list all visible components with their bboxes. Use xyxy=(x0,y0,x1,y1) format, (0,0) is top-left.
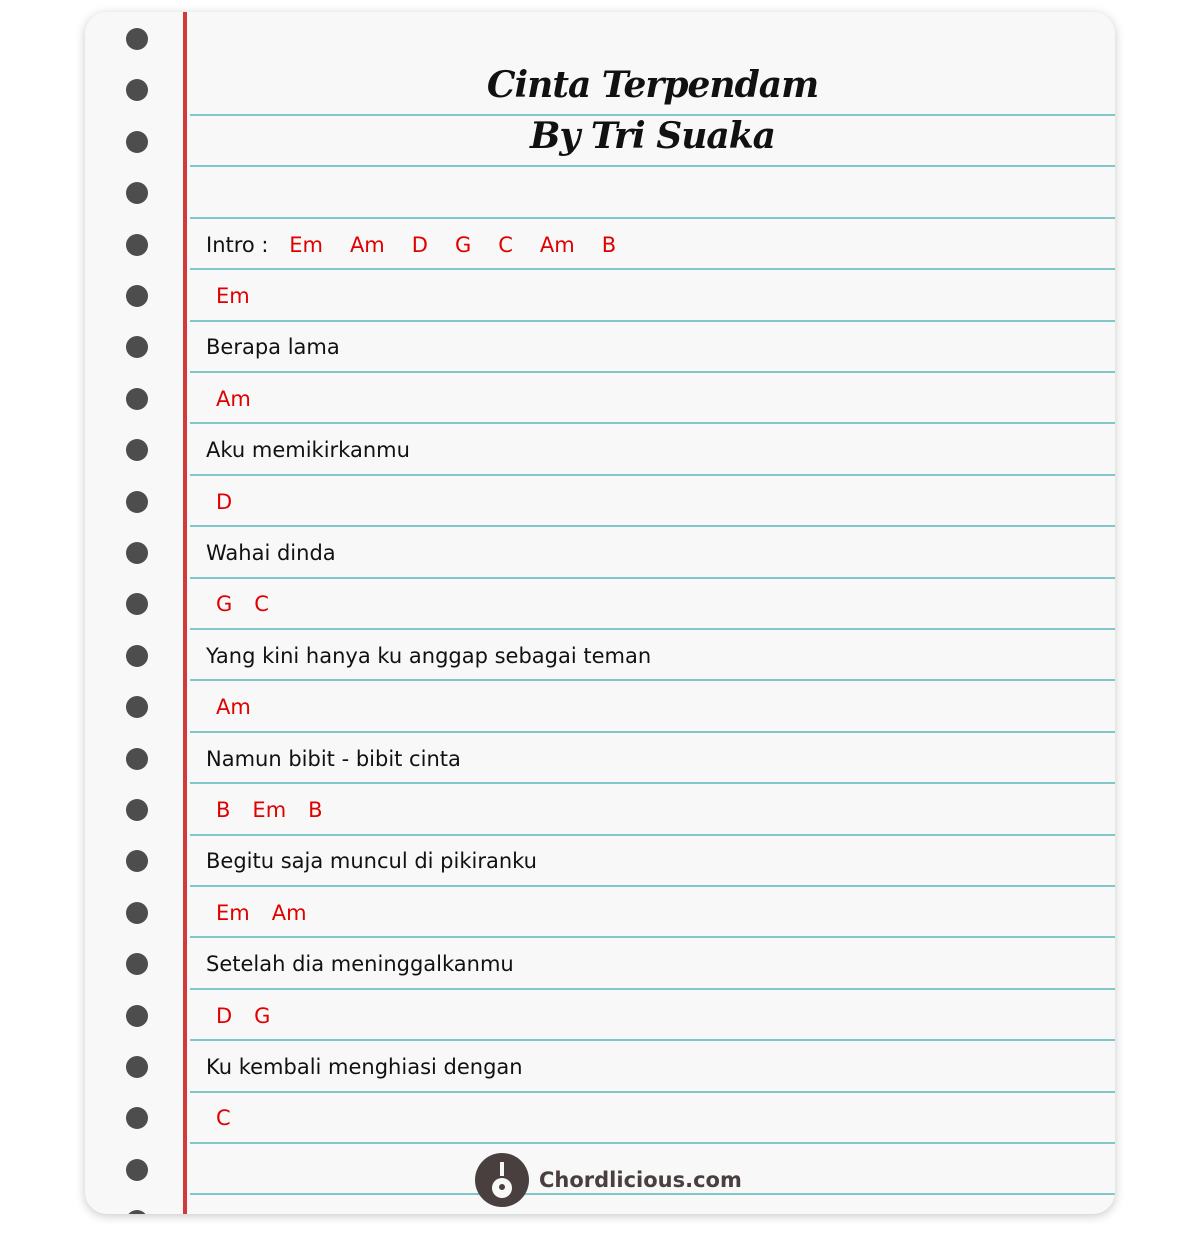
chord: C xyxy=(254,592,269,617)
chord: Em xyxy=(289,233,323,257)
chord-line xyxy=(216,893,329,933)
lyric-line: Begitu saja muncul di pikiranku xyxy=(206,849,537,874)
chord: D xyxy=(216,1003,233,1028)
binder-hole xyxy=(126,1210,148,1214)
ruled-line xyxy=(190,1142,1115,1144)
binder-hole xyxy=(126,696,148,718)
binder-hole xyxy=(126,1159,148,1181)
chord: C xyxy=(216,1106,231,1131)
binder-hole xyxy=(126,953,148,975)
binder-hole xyxy=(126,645,148,667)
chord: Am xyxy=(349,233,385,257)
lyric-line: Namun bibit - bibit cinta xyxy=(206,746,461,771)
binder-hole xyxy=(126,593,148,615)
binder-hole xyxy=(126,799,148,821)
lyric-line: Setelah dia meninggalkanmu xyxy=(206,952,514,977)
chord: D xyxy=(216,489,233,514)
margin-line xyxy=(183,12,187,1214)
binder-hole xyxy=(126,234,148,256)
ruled-line xyxy=(190,577,1115,579)
chord: G xyxy=(216,592,233,617)
chord: C xyxy=(498,233,513,257)
ruled-line xyxy=(190,525,1115,527)
ruled-line xyxy=(190,782,1115,784)
ruled-line xyxy=(190,885,1115,887)
chord-line xyxy=(216,1098,253,1138)
chord-line xyxy=(216,584,291,624)
ruled-line xyxy=(190,474,1115,476)
song-artist: By Tri Suaka xyxy=(530,115,775,157)
ruled-line xyxy=(190,217,1115,219)
binder-hole xyxy=(126,28,148,50)
binder-hole xyxy=(126,902,148,924)
ruled-line xyxy=(190,165,1115,167)
chord: Am xyxy=(216,386,251,411)
chord-line xyxy=(216,276,272,316)
ruled-line xyxy=(190,679,1115,681)
chord: Am xyxy=(271,900,307,925)
ruled-line xyxy=(190,371,1115,373)
chord: Am xyxy=(539,233,575,257)
binder-hole xyxy=(126,542,148,564)
binder-hole xyxy=(126,748,148,770)
binder-hole xyxy=(126,182,148,204)
ruled-line xyxy=(190,988,1115,990)
binder-hole xyxy=(126,1005,148,1027)
binder-hole xyxy=(126,79,148,101)
binder-hole xyxy=(126,1107,148,1129)
chord: B xyxy=(308,798,323,822)
chordlicious-logo xyxy=(475,1152,742,1208)
binder-hole xyxy=(126,491,148,513)
chord: G xyxy=(254,1003,271,1028)
ruled-line xyxy=(190,268,1115,270)
chord: Em xyxy=(216,900,250,925)
notebook-page xyxy=(85,12,1115,1214)
chord: B xyxy=(601,233,617,257)
watermark-text: Chordlicious.com xyxy=(539,1168,742,1192)
chord-line xyxy=(216,996,292,1036)
song-title: Cinta Terpendam xyxy=(486,64,819,106)
ruled-line xyxy=(190,834,1115,836)
ruled-line xyxy=(190,936,1115,938)
chord-line xyxy=(216,379,273,419)
lyric-line: Wahai dinda xyxy=(206,541,336,565)
chord-line xyxy=(216,790,345,830)
chord: G xyxy=(454,233,472,257)
binder-hole xyxy=(126,1056,148,1078)
chord: Em xyxy=(252,798,287,822)
chord-line xyxy=(216,482,254,522)
binder-hole xyxy=(126,850,148,872)
chord: Am xyxy=(216,695,251,720)
ruled-line xyxy=(190,1091,1115,1093)
ruled-line xyxy=(190,628,1115,630)
lyric-line: Aku memikirkanmu xyxy=(206,438,410,463)
binder-hole xyxy=(126,336,148,358)
binder-hole xyxy=(126,388,148,410)
guitar-icon xyxy=(475,1153,529,1207)
lyric-line: Ku kembali menghiasi dengan xyxy=(206,1055,523,1079)
intro-chords xyxy=(289,233,643,257)
intro-label: Intro : xyxy=(206,233,269,257)
ruled-line xyxy=(190,1039,1115,1041)
lyric-line: Yang kini hanya ku anggap sebagai teman xyxy=(206,643,652,668)
binder-hole xyxy=(126,131,148,153)
chord: B xyxy=(216,798,231,822)
chord-line xyxy=(216,687,273,727)
chord: Em xyxy=(216,284,250,308)
binder-hole xyxy=(126,439,148,461)
ruled-line xyxy=(190,422,1115,424)
intro-row xyxy=(206,225,643,265)
chord: D xyxy=(411,233,428,257)
ruled-line xyxy=(190,731,1115,733)
lyric-line: Berapa lama xyxy=(206,335,340,360)
binder-hole xyxy=(126,285,148,307)
ruled-line xyxy=(190,320,1115,322)
